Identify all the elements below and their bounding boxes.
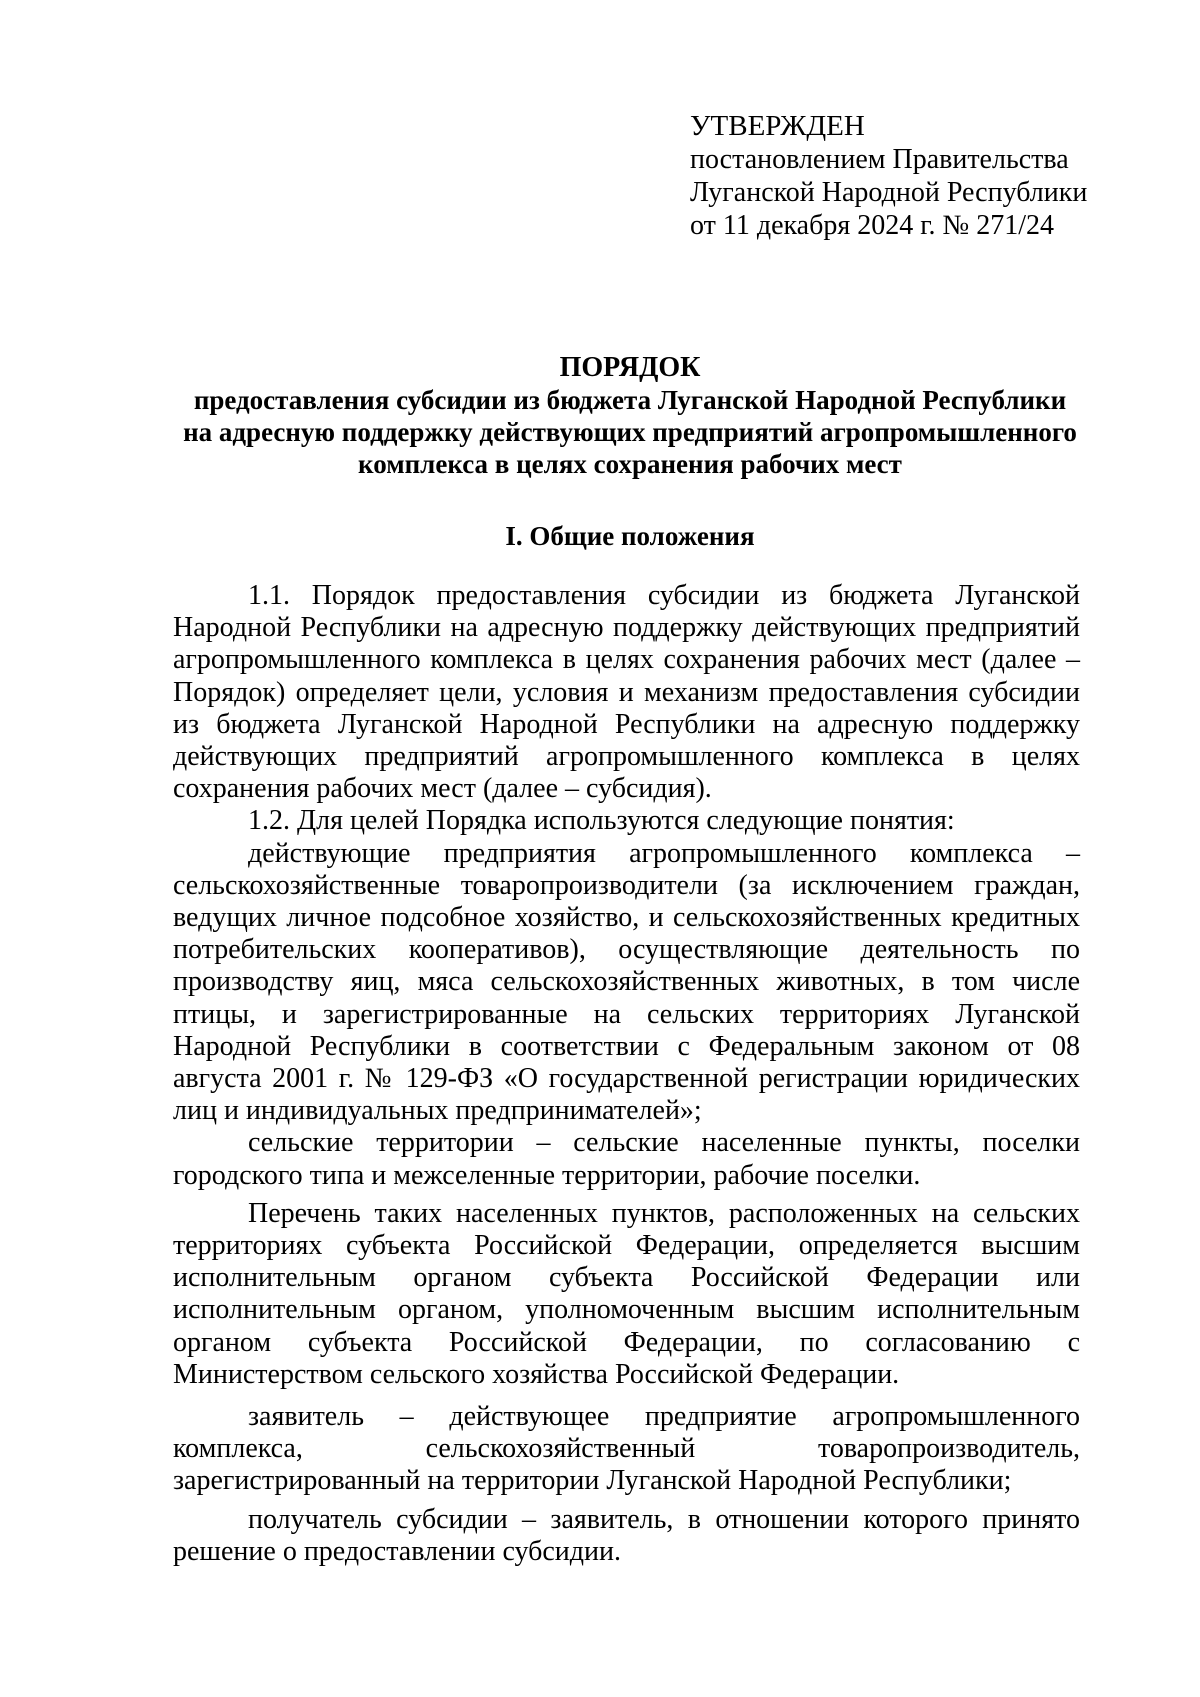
definition-recipient: получатель субсидии – заявитель, в отношении которого принято решение о предоставлении субсидии.	[173, 1503, 1080, 1567]
definition-enterprises: действующие предприятия агропромышленного комплекса – сельскохозяйственные товаропроизводители (за исключением граждан, ведущих личное подсобное хозяйство, и сельскохозяйственных кредитных потребительских кооперативов), осуществляющие деятельность по производству яиц, мяса сельскохозяйственных животных, в том числе птицы, и зарегистрированные на сельских территориях Луганской Народной Республики в соответствии с Федеральным законом от 08 августа 2001 г. № 129-ФЗ «О государственной регистрации юридических лиц и индивидуальных предпринимателей»;	[173, 837, 1080, 1127]
document-subtitle-line-2: на адресную поддержку действующих предприятий агропромышленного	[183, 417, 1077, 447]
section-heading: I. Общие положения	[505, 521, 755, 551]
document-subtitle-line-3: комплекса в целях сохранения рабочих мест	[358, 449, 902, 479]
paragraph-1-2: 1.2. Для целей Порядка используются следующие понятия:	[248, 805, 955, 837]
approval-block	[690, 110, 1087, 242]
document-body	[173, 580, 1080, 1568]
definition-rural-territories: сельские территории – сельские населенные пункты, поселки городского типа и межселенные территории, рабочие поселки.	[173, 1127, 1080, 1191]
paragraph-1-1: 1.1. Порядок предоставления субсидии из бюджета Луганской Народной Республики на адресную поддержку действующих предприятий агропромышленного комплекса в целях сохранения рабочих мест (далее – Порядок) определяет цели, условия и механизм предоставления субсидии из бюджета Луганской Народной Республики на адресную поддержку действующих предприятий агропромышленного комплекса в целях сохранения рабочих мест (далее – субсидия).	[173, 580, 1080, 805]
approval-line-3: от 11 декабря 2024 г. № 271/24	[690, 210, 1055, 241]
approval-line-1: постановлением Правительства	[690, 144, 1069, 175]
approval-stamp: УТВЕРЖДЕН	[690, 110, 865, 142]
definition-applicant: заявитель – действующее предприятие агропромышленного комплекса, сельскохозяйственный товаропроизводитель, зарегистрированный на территории Луганской Народной Республики;	[173, 1401, 1080, 1497]
document-title-block	[180, 352, 1080, 480]
paragraph-settlements-list: Перечень таких населенных пунктов, расположенных на сельских территориях субъекта Российской Федерации, определяется высшим исполнительным органом субъекта Российской Федерации или исполнительным органом, уполномоченным высшим исполнительным органом субъекта Российской Федерации, по согласованию с Министерством сельского хозяйства Российской Федерации.	[173, 1197, 1080, 1390]
document-subtitle-line-1: предоставления субсидии из бюджета Луганской Народной Республики	[193, 385, 1067, 415]
approval-line-2: Луганской Народной Республики	[690, 177, 1088, 208]
document-title: ПОРЯДОК	[559, 352, 701, 383]
